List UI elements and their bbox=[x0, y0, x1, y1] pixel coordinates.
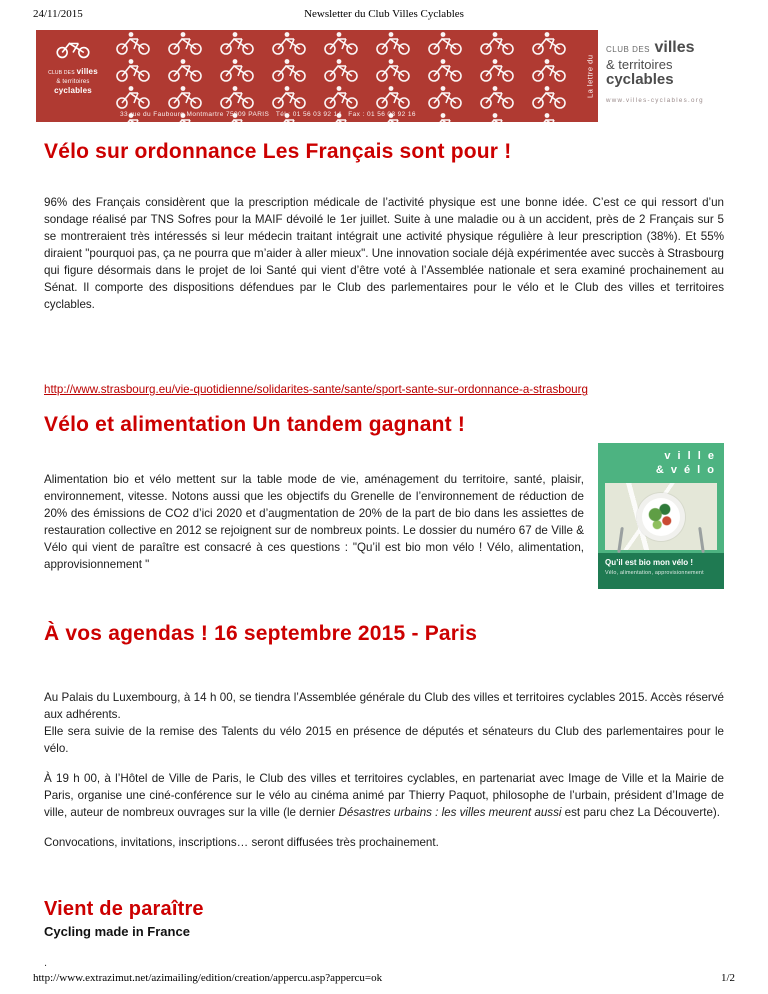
masthead-word: villes bbox=[654, 39, 695, 56]
masthead bbox=[582, 30, 732, 122]
print-title: Newsletter du Club Villes Cyclables bbox=[304, 8, 464, 20]
address-line: 33 rue du Faubourg Montmartre 75009 PARIS Tél : 01 56 03 92 14 Fax : 01 56 03 92 16 bbox=[120, 111, 416, 118]
newsletter-banner bbox=[36, 30, 732, 122]
newsletter-content bbox=[0, 139, 768, 969]
masthead-text bbox=[598, 30, 732, 122]
logo-line2: & territoires bbox=[56, 78, 90, 85]
article1-link[interactable]: http://www.strasbourg.eu/vie-quotidienne/solidarites-sante/sante/sport-sante-sur-ordonnance-a-strasbourg bbox=[44, 383, 588, 397]
cover-masthead bbox=[598, 443, 724, 480]
article1-title: Vélo sur ordonnance Les Français sont pour ! bbox=[44, 140, 512, 163]
article2-section bbox=[44, 443, 724, 589]
article3-p2-before: À 19 h 00, à l’Hôtel de Ville de Paris, le Club des villes et territoires cyclables, en partenariat avec Image de Ville et la Mairie de Paris, organise une ciné-conférence sur le vélo au cinéma animé par Thierry Paquot, philosophe de l’urbain, président d’Image de ville, auteur de nombreux ouvrages sur la ville (le dernier bbox=[44, 771, 724, 819]
club-logo bbox=[36, 30, 110, 122]
article2-body: Alimentation bio et vélo mettent sur la table mode de vie, aménagement du territoire, santé, plaisir, environnement, vitesse. Notons aussi que les objectifs du Grenelle de l’environnement de réduction de 20% des émissions de CO2 d’ici 2020 et d’augmentation de 20% de la part de bio dans les assiettes de restauration collective en 2012 se rejoignent sur de nombreux points. Le dossier du numéro 67 de Ville & Vélo qui vient de paraître est consacré à ces questions : "Qu’il est bio mon vélo ! Vélo, alimentation, approvisionnement " bbox=[44, 473, 584, 572]
cover-title-line1: v i l l e bbox=[664, 450, 716, 463]
cover-subcaption: Vélo, alimentation, approvisionnement bbox=[605, 569, 704, 576]
logo-line3: cyclables bbox=[54, 85, 92, 95]
bicycle-icon bbox=[55, 37, 91, 64]
article3-p2-after: est paru chez La Découverte). bbox=[561, 805, 720, 819]
fork-icon bbox=[698, 527, 705, 553]
stray-dot: . bbox=[44, 956, 48, 969]
article3-title: À vos agendas ! 16 septembre 2015 - Paris bbox=[44, 622, 478, 646]
print-date: 24/11/2015 bbox=[33, 8, 83, 20]
article3-paragraph2 bbox=[44, 770, 724, 821]
article3-p2-book-title: Désastres urbains : les villes meurent aussi bbox=[338, 805, 562, 819]
masthead-website: www.villes-cyclables.org bbox=[606, 97, 704, 105]
plate-icon bbox=[637, 493, 685, 541]
article3-p1-line2: Elle sera suivie de la remise des Talents du vélo 2015 en présence de députés et sénateurs du Club des parlementaires pour le vélo. bbox=[44, 724, 724, 755]
masthead-line2: & territoires bbox=[606, 56, 673, 72]
print-footer-url: http://www.extrazimut.net/azimailing/edition/creation/appercu.asp?appercu=ok bbox=[33, 972, 383, 984]
cover-title-line2: & v é l o bbox=[655, 464, 716, 477]
logo-prefix: CLUB DES bbox=[48, 70, 75, 76]
cover-caption: Qu’il est bio mon vélo ! bbox=[605, 558, 694, 568]
banner-artwork bbox=[110, 30, 582, 122]
article2-title: Vélo et alimentation Un tandem gagnant ! bbox=[44, 413, 466, 437]
article4-title: Vient de paraître bbox=[44, 897, 204, 920]
print-page-number: 1/2 bbox=[720, 972, 735, 984]
article3-paragraph3: Convocations, invitations, inscriptions… seront diffusées très prochainement. bbox=[44, 835, 439, 849]
logo-word: villes bbox=[76, 67, 98, 76]
article1-body: 96% des Français considèrent que la prescription médicale de l’activité physique est une bonne idée. C’est ce qui ressort d’un sondage réalisé par TNS Sofres pour la MAIF dévoilé le 1er juillet. Suite à une maladie ou à un accident, près de 2 Français sur 5 se montreraient très intéressés si leur médecin traitant intégrait une activité physique régulière à leur prescription (38%). Et 55% diraient "pourquoi pas, ça ne pourra que m’aider à aller mieux". Une innovation sociale déjà expérimentée avec succès à Strasbourg qui figure désormais dans le projet de loi Santé qui vient d’être voté à l’Assemblée nationale et sera examiné prochainement au Sénat. Il comporte des dispositions défendues par le Club des parlementaires pour le vélo et le Club des villes et territoires cyclables. bbox=[44, 196, 724, 312]
article4-subtitle: Cycling made in France bbox=[44, 923, 190, 939]
print-footer bbox=[33, 972, 735, 984]
club-logo-text bbox=[40, 67, 106, 97]
article3-p1-line1: Au Palais du Luxembourg, à 14 h 00, se tiendra l’Assemblée générale du Club des villes et territoires cyclables 2015. Accès réservé aux adhérents. bbox=[44, 690, 724, 721]
print-header bbox=[33, 8, 735, 22]
masthead-vertical-label: La lettre du bbox=[582, 30, 598, 122]
cover-plate-illustration bbox=[605, 483, 717, 551]
article3-paragraph1 bbox=[44, 689, 724, 757]
masthead-prefix: CLUB DES bbox=[606, 45, 651, 54]
masthead-line3: cyclables bbox=[606, 71, 674, 89]
cover-caption-strip bbox=[598, 553, 724, 589]
cyclists-pattern bbox=[110, 30, 582, 122]
fork-icon bbox=[617, 527, 624, 553]
ville-velo-cover-image bbox=[598, 443, 724, 589]
